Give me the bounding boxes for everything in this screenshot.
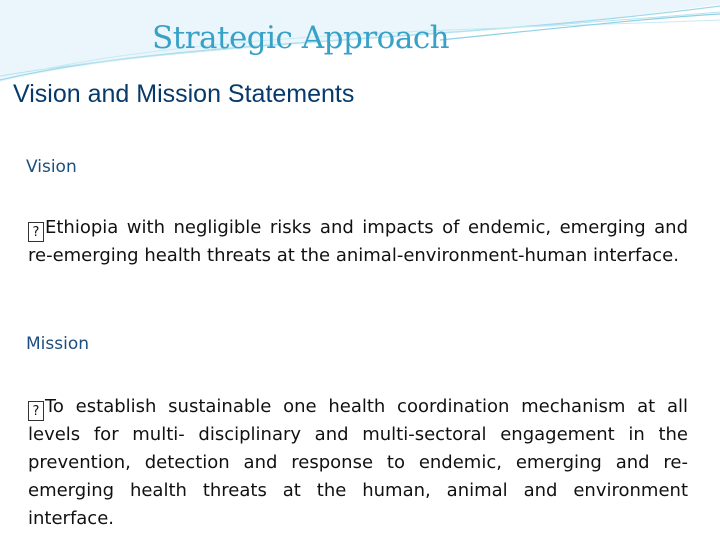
slide-title: Strategic Approach xyxy=(152,20,450,56)
mission-statement: To establish sustainable one health coordination mechanism at all levels for multi- disciplinary and multi-sectoral engagement in the prevention, detection and response to endemic, emerging and re-emerging health threats at the human, animal and environment interface. xyxy=(28,396,688,529)
vision-statement: Ethiopia with negligible risks and impacts of endemic, emerging and re-emerging health threats at the animal-environment-human interface. xyxy=(28,217,688,266)
mission-bullet xyxy=(28,393,688,533)
bullet-icon: ? xyxy=(28,222,44,242)
slide-subtitle: Vision and Mission Statements xyxy=(13,80,355,108)
bullet-icon: ? xyxy=(28,401,44,421)
vision-bullet xyxy=(28,214,688,270)
vision-heading: Vision xyxy=(26,157,77,177)
mission-heading: Mission xyxy=(26,334,90,354)
